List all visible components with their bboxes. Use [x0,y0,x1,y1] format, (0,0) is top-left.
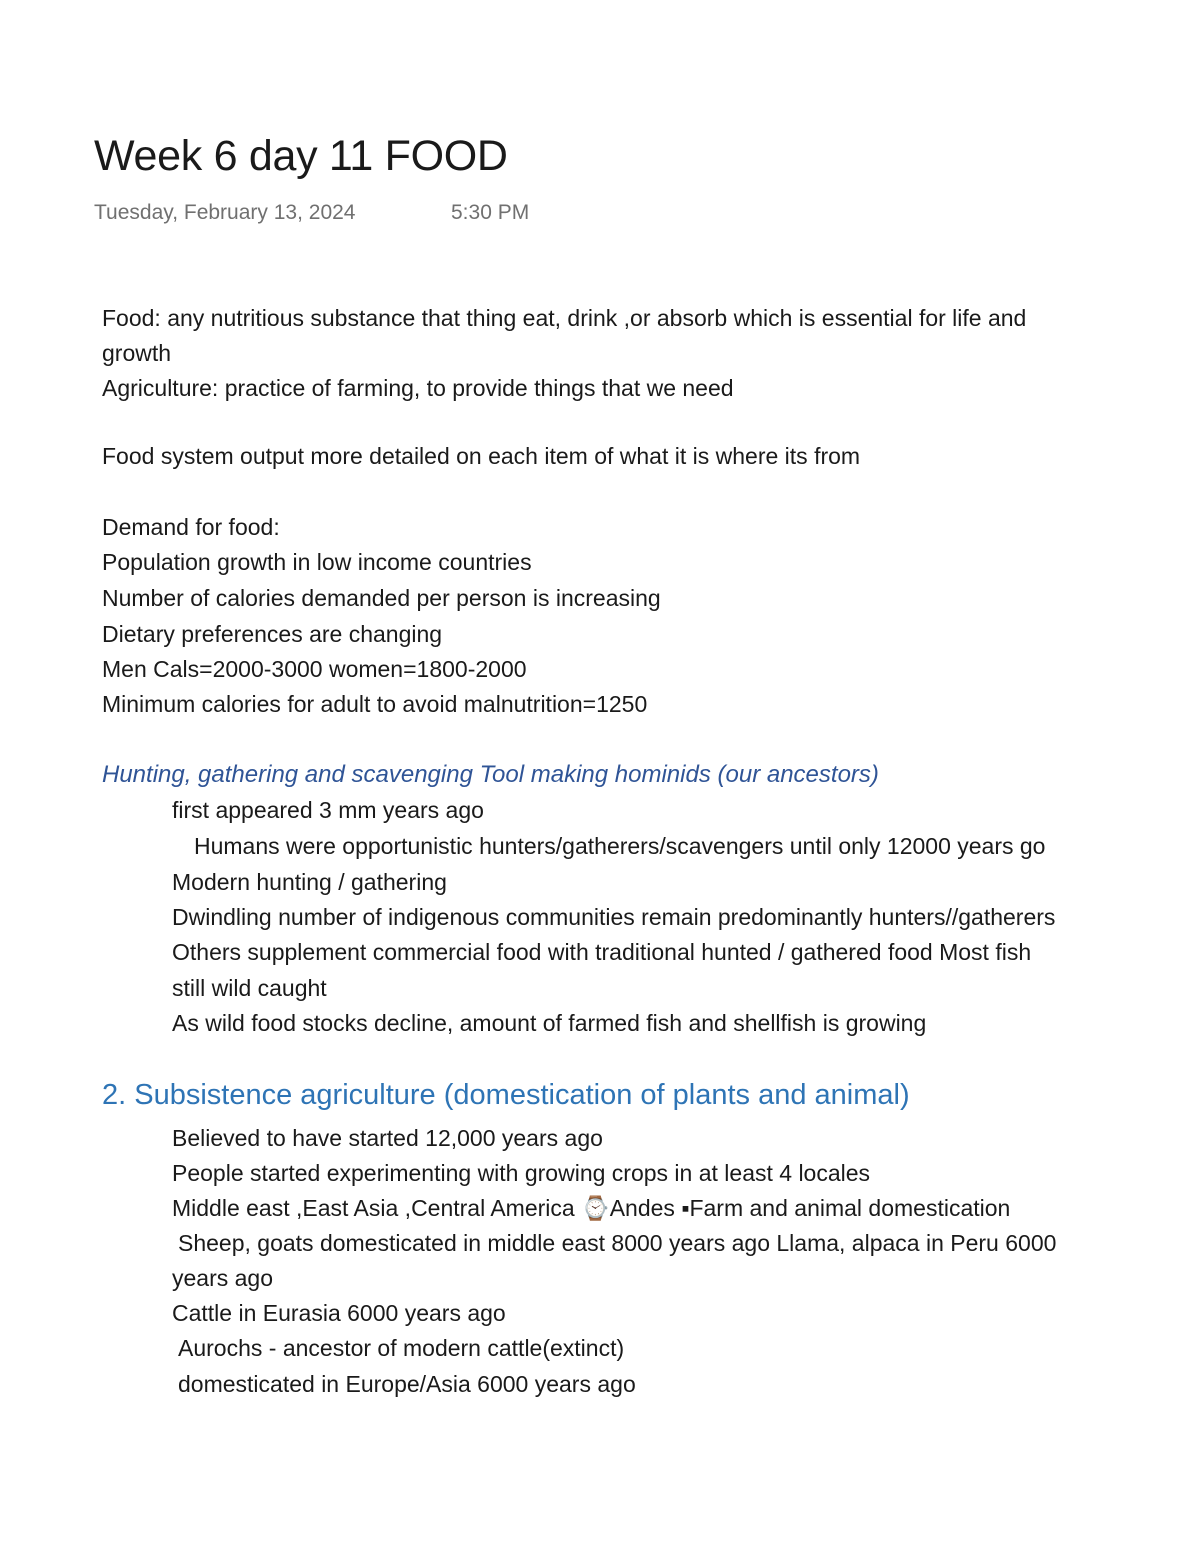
note-time: 5:30 PM [451,201,530,224]
section-subsistence-heading: 2. Subsistence agriculture (domestication of plants and animal) [102,1079,910,1111]
intro-line-agriculture-def: Agriculture: practice of farming, to provide things that we need [102,375,734,401]
section-subsistence-line: Middle east ,East Asia ,Central America ⌚Andes ▪Farm and animal domestication [172,1195,1011,1221]
section-subsistence-line: Aurochs - ancestor of modern cattle(extinct) [178,1335,625,1361]
intro-line-food-system: Food system output more detailed on each item of what it is where its from [102,443,861,469]
intro-line-demand-heading: Demand for food: [102,514,280,540]
section-hunting-heading: Hunting, gathering and scavenging Tool making hominids (our ancestors) [102,761,879,788]
section-subsistence-line: years ago [172,1265,274,1291]
section-hunting-line: first appeared 3 mm years ago [172,797,484,823]
section-subsistence-line: Cattle in Eurasia 6000 years ago [172,1300,506,1326]
intro-line-cals-men-women: Men Cals=2000-3000 women=1800-2000 [102,656,527,682]
section-hunting-line: Others supplement commercial food with traditional hunted / gathered food Most fish [172,939,1032,965]
page-title: Week 6 day 11 FOOD [94,132,508,180]
section-subsistence-line: Sheep, goats domesticated in middle east 8000 years ago Llama, alpaca in Peru 6000 [178,1230,1057,1256]
intro-line-min-calories: Minimum calories for adult to avoid malnutrition=1250 [102,691,648,717]
section-hunting-line: Modern hunting / gathering [172,869,447,895]
section-subsistence-line: Believed to have started 12,000 years ago [172,1125,603,1151]
intro-line-calories: Number of calories demanded per person is increasing [102,585,661,611]
intro-line-food-def: Food: any nutritious substance that thing eat, drink ,or absorb which is essential for life and [102,305,1027,331]
intro-line-food-def-cont: growth [102,340,172,366]
section-hunting-line: still wild caught [172,975,327,1001]
section-subsistence-line: People started experimenting with growing crops in at least 4 locales [172,1160,871,1186]
section-hunting-line: Dwindling number of indigenous communities remain predominantly hunters//gatherers [172,904,1056,930]
section-hunting-line: As wild food stocks decline, amount of farmed fish and shellfish is growing [172,1010,927,1036]
note-date: Tuesday, February 13, 2024 [94,201,356,224]
section-subsistence-line: domesticated in Europe/Asia 6000 years ago [178,1371,636,1397]
intro-line-population: Population growth in low income countries [102,549,532,575]
intro-line-dietary: Dietary preferences are changing [102,621,443,647]
section-hunting-line: Humans were opportunistic hunters/gatherers/scavengers until only 12000 years go [194,833,1046,859]
